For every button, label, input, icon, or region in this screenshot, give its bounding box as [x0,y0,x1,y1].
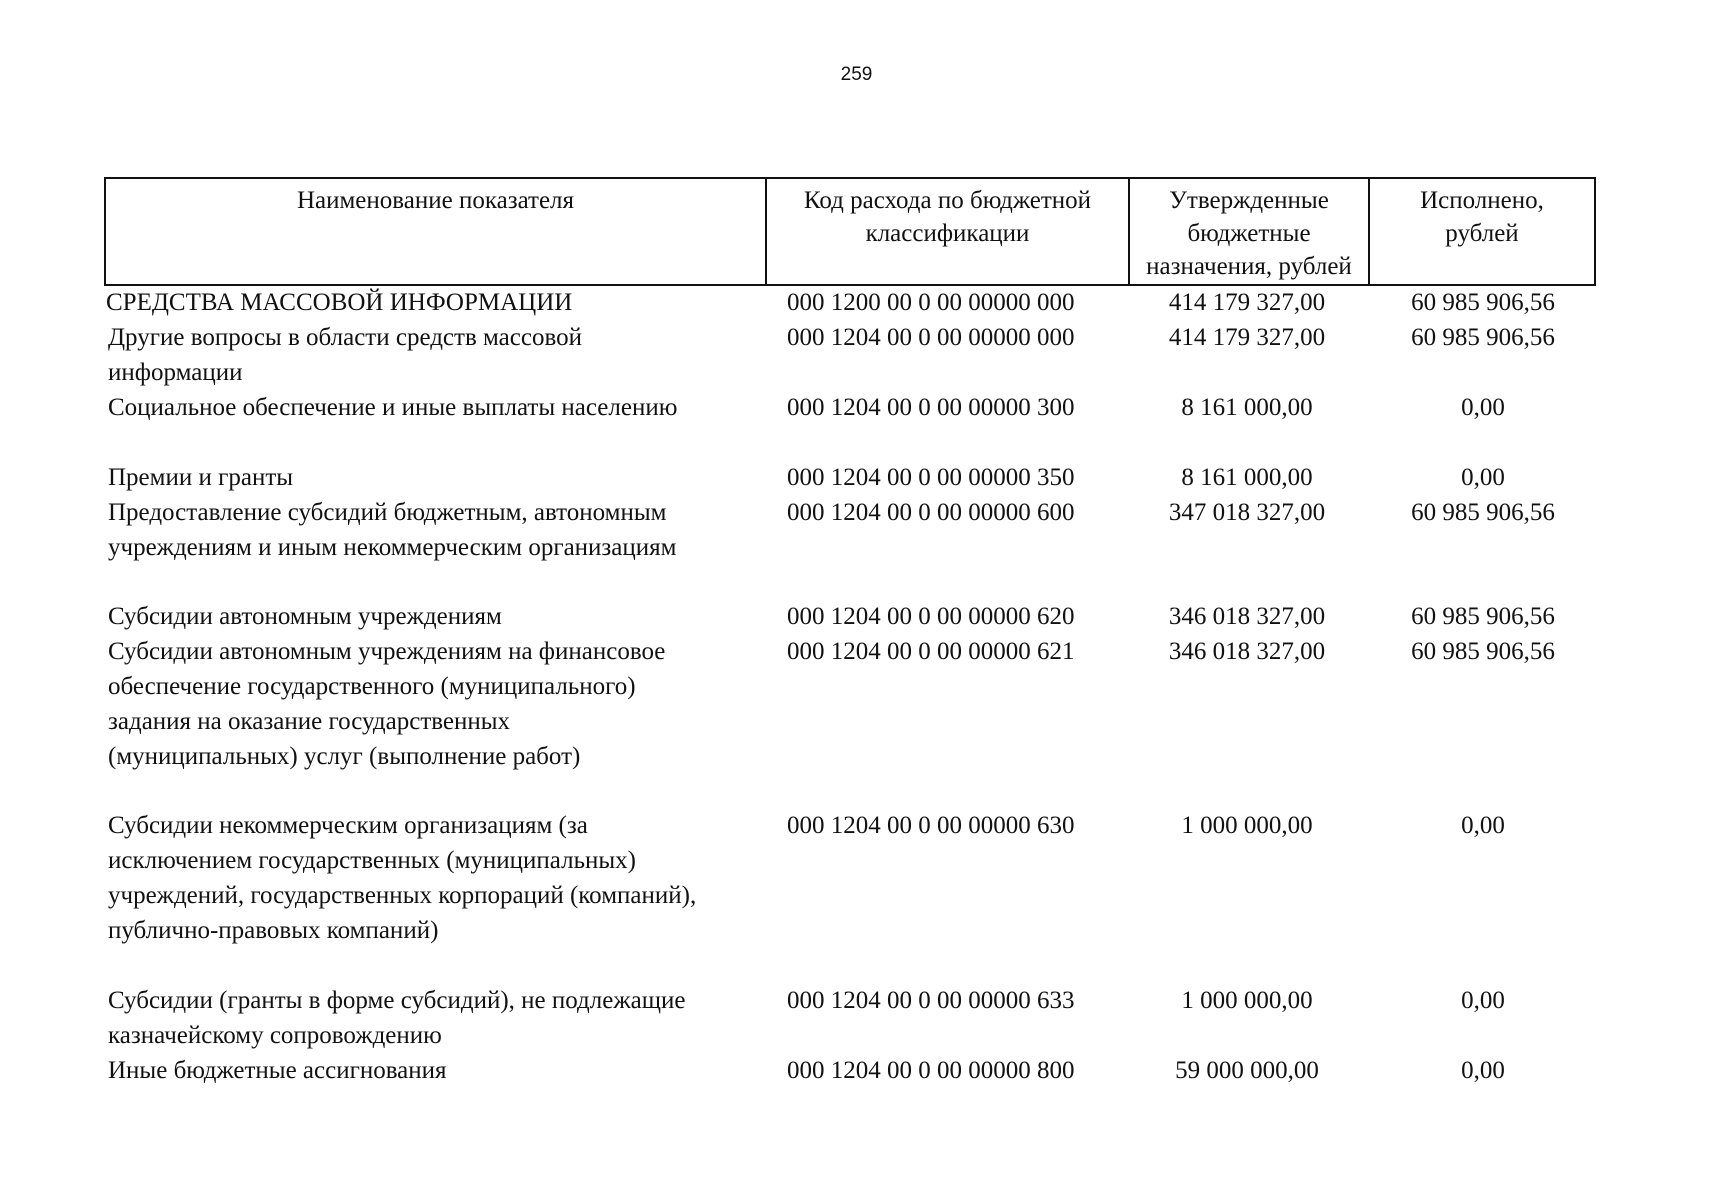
row-name [106,285,766,320]
row-name-line: Субсидии автономным учреждениям [108,603,502,630]
row-name-line: публично-правовых компаний) [108,917,439,944]
header-line: Наименование показателя [296,187,575,214]
row-approved: 1 000 000,00 [1181,812,1313,839]
row-name-line: Субсидии (гранты в форме субсидий), не подлежащие [108,987,686,1014]
row-approved: 346 018 327,00 [1168,603,1326,630]
row-code: 000 1204 00 0 00 00000 000 [787,324,1075,351]
row-name-line: (муниципальных) услуг (выполнение работ) [108,743,581,770]
row-name-line: СРЕДСТВА МАССОВОЙ ИНФОРМАЦИИ [106,289,573,316]
row-name [108,495,768,565]
row-name [108,1053,768,1088]
row-name-line: обеспечение государственного (муниципального) [108,673,636,700]
header-line: Утвержденные [1169,187,1329,214]
row-name [108,460,768,495]
row-executed: 0,00 [1461,394,1505,421]
row-name-line: Иные бюджетные ассигнования [108,1057,447,1084]
row-approved: 8 161 000,00 [1181,464,1313,491]
row-executed: 60 985 906,56 [1411,499,1555,526]
header-line: назначения, рублей [1146,253,1352,280]
header-line: Код расхода по бюджетной [803,187,1092,214]
row-code: 000 1204 00 0 00 00000 300 [787,394,1075,421]
row-executed: 60 985 906,56 [1411,324,1555,351]
row-name-line: задания на оказание государственных [108,708,511,735]
row-name [108,599,768,634]
row-code: 000 1200 00 0 00 00000 000 [787,289,1075,316]
header-line: Исполнено, [1420,187,1544,214]
row-code: 000 1204 00 0 00 00000 621 [787,638,1075,665]
row-name [108,983,768,1053]
row-executed: 60 985 906,56 [1411,289,1555,316]
row-name-line: информации [108,359,243,386]
row-approved: 347 018 327,00 [1168,499,1326,526]
row-approved: 8 161 000,00 [1181,394,1313,421]
row-code: 000 1204 00 0 00 00000 620 [787,603,1075,630]
row-name-line: Премии и гранты [108,464,294,491]
header-line: рублей [1445,220,1519,247]
row-executed: 0,00 [1461,1057,1505,1084]
header-line: бюджетные [1187,220,1311,247]
row-name-line: Субсидии некоммерческим организациям (за [108,812,588,839]
row-name [108,390,768,425]
row-approved: 414 179 327,00 [1168,324,1326,351]
row-name [108,320,768,390]
row-code: 000 1204 00 0 00 00000 633 [787,987,1075,1014]
page-number: 259 [840,64,873,85]
row-executed: 0,00 [1461,987,1505,1014]
row-code: 000 1204 00 0 00 00000 630 [787,812,1075,839]
row-name-line: Субсидии автономным учреждениям на финансовое [108,638,666,665]
row-approved: 59 000 000,00 [1175,1057,1319,1084]
row-name [108,634,768,774]
row-name-line: Другие вопросы в области средств массовой [108,324,582,351]
row-executed: 60 985 906,56 [1411,603,1555,630]
row-name-line: казначейскому сопровождению [108,1022,442,1049]
row-name [108,808,768,948]
row-approved: 1 000 000,00 [1181,987,1313,1014]
row-executed: 0,00 [1461,464,1505,491]
header-line: классификации [865,220,1030,247]
row-executed: 60 985 906,56 [1411,638,1555,665]
row-name-line: учреждениям и иным некоммерческим организациям [108,534,677,561]
row-name-line: Социальное обеспечение и иные выплаты населению [108,394,678,421]
row-approved: 346 018 327,00 [1168,638,1326,665]
row-name-line: исключением государственных (муниципальных) [108,847,636,874]
row-name-line: учреждений, государственных корпораций (компаний), [108,882,697,909]
row-name-line: Предоставление субсидий бюджетным, автономным [108,499,667,526]
row-code: 000 1204 00 0 00 00000 350 [787,464,1075,491]
row-code: 000 1204 00 0 00 00000 800 [787,1057,1075,1084]
row-code: 000 1204 00 0 00 00000 600 [787,499,1075,526]
row-approved: 414 179 327,00 [1168,289,1326,316]
row-executed: 0,00 [1461,812,1505,839]
